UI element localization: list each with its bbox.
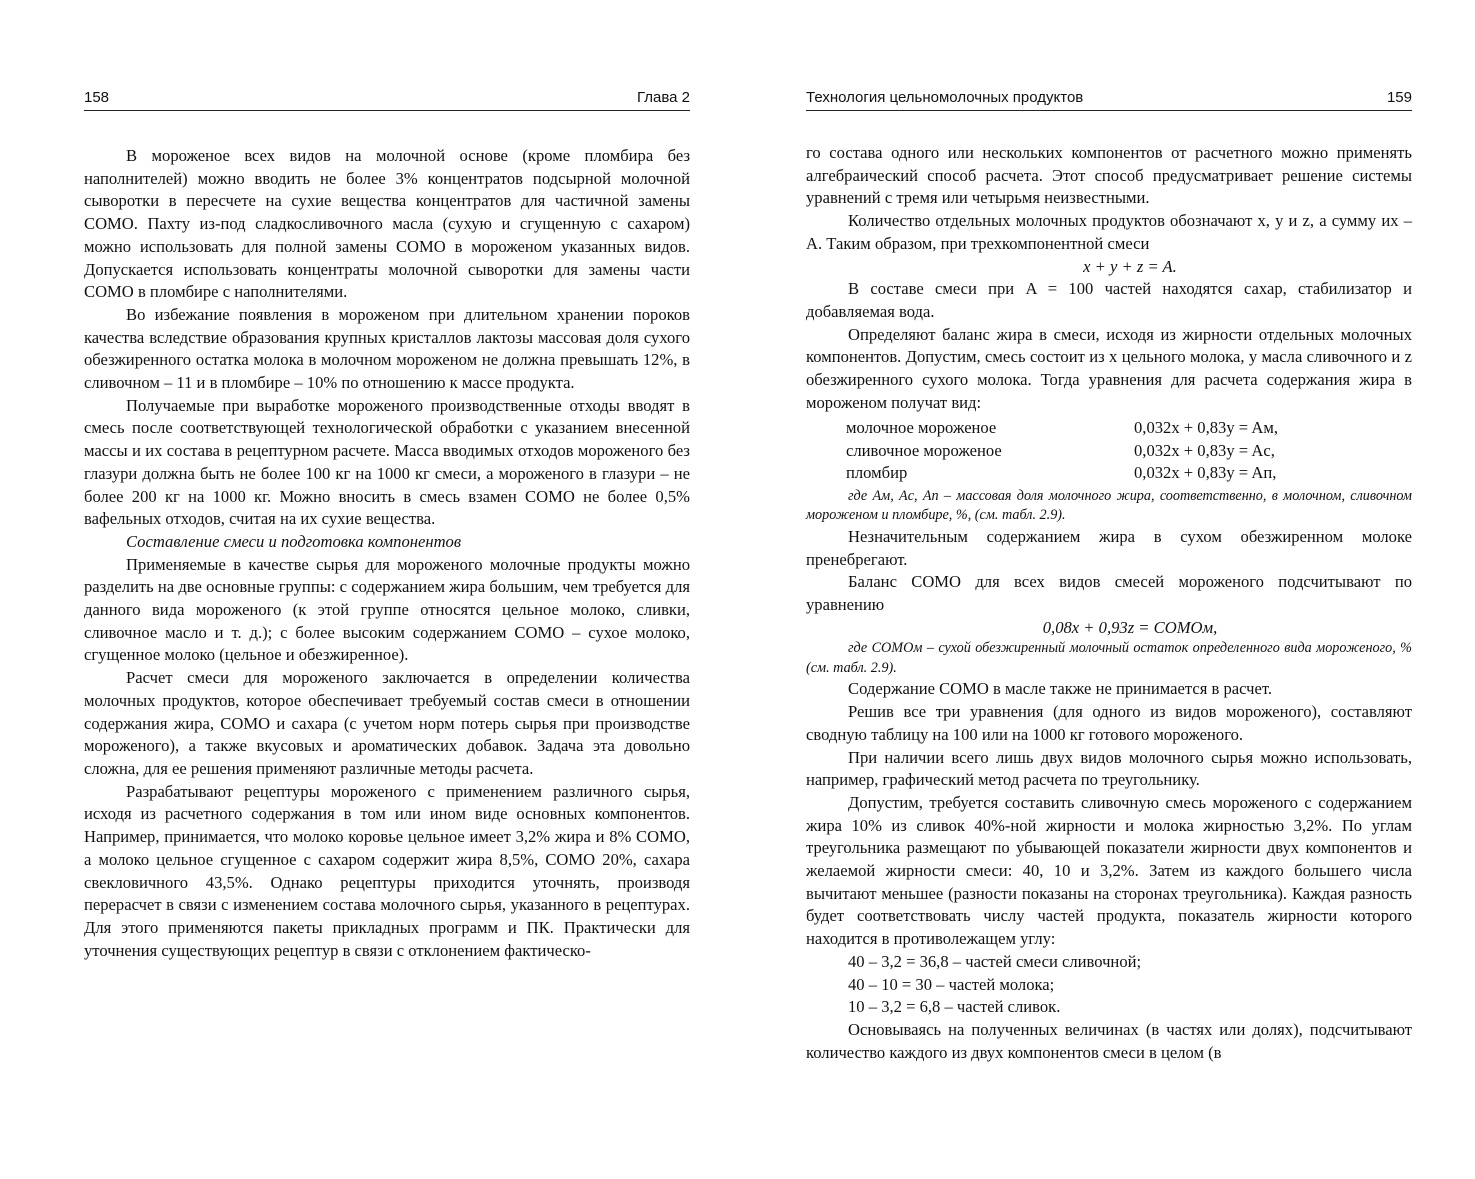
equation-label: молочное мороженое xyxy=(846,418,997,438)
equation-label: пломбир xyxy=(846,463,908,483)
paragraph: Расчет смеси для мороженого заключается в определении количества молочных продуктов, которое обеспечивает требуемый состав смеси в отношении содержания жира, СОМО и сахара (с учетом норм потерь сырья при производстве мороженого), а также вкусовых и ароматических добавок. Задача эта довольно сложна, для ее решения применяют различные методы расчета. xyxy=(84,668,690,778)
formula-text: x + y + z = A. xyxy=(1083,256,1177,276)
paragraph: Решив все три уравнения (для одного из видов мороженого), составляют сводную таблицу на 100 или на 1000 кг готового мороженого. xyxy=(806,702,1412,744)
right-page xyxy=(806,88,1412,1064)
right-running-head xyxy=(806,88,1412,111)
page-number: 159 xyxy=(1386,89,1412,106)
section-title: Технология цельномолочных продуктов xyxy=(806,89,1084,106)
paragraph: Незначительным содержанием жира в сухом обезжиренном молоке пренебрегают. xyxy=(806,526,1412,569)
paragraph: го состава одного или нескольких компонентов от расчетного можно применять алгебраический способ расчета. Этот способ предусматривает решение системы уравнений с тремя или четырьмя неизвестными. xyxy=(806,143,1412,208)
left-running-head xyxy=(84,88,690,111)
paragraph: Применяемые в качестве сырья для мороженого молочные продукты можно разделить на две основные группы: с содержанием жира большим, чем требуется для данного вида мороженого (к этой группе относятся цельное молоко, сливки, сливочное масло и т. д.); с более высоким содержанием СОМО – сухое молоко, сгущенное молоко (цельное и обезжиренное). xyxy=(84,554,690,665)
equation-row xyxy=(846,462,1278,485)
formula-sum xyxy=(806,256,1412,279)
chapter-title: Глава 2 xyxy=(636,89,690,106)
formula-somo xyxy=(806,617,1412,640)
fat-equations xyxy=(846,417,1278,485)
right-body-text xyxy=(806,142,1412,1064)
equation-note: где Aм, Aс, Aп – массовая доля молочного жира, соответственно, в молочном, сливочном мороженом и пломбире, %, (см. табл. 2.9). xyxy=(806,487,1412,524)
paragraph: Количество отдельных молочных продуктов обозначают x, y и z, а сумму их – A. Таким образом, при трехкомпонентной смеси xyxy=(806,211,1412,253)
formula-text: 0,08x + 0,93z = СОМОм, xyxy=(1042,617,1218,637)
paragraph: Баланс СОМО для всех видов смесей мороженого подсчитывают по уравнению xyxy=(806,572,1412,615)
calc-line: 10 – 3,2 = 6,8 – частей сливок. xyxy=(848,997,1061,1017)
paragraph: Получаемые при выработке мороженого производственные отходы вводят в смесь после соответствующей технологической обработки с указанием внесенной массы и их состава в рецептурном расчете. Масса вводимых отходов мороженого без глазури должна быть не более 100 кг на 1000 кг смеси, а мороженого в глазури – не более 200 кг на 1000 кг. Можно вносить в смесь взамен СОМО не более 0,5% вафельных отходов, считая на их сухие вещества. xyxy=(84,395,690,529)
paragraph: Допустим, требуется составить сливочную смесь мороженого с содержанием жира 10% из сливок 40%-ной жирности и молока жирностью 3,2%. По углам треугольника размещают по убывающей показатели жирности двух компонентов и желаемой жирности смеси: 40, 10 и 3,2%. Затем из каждого большего числа вычитают меньшее (разности показаны на сторонах треугольника). Каждая разность будет соответствовать числу частей продукта, показатель жирности которого находится в противолежащем углу: xyxy=(806,792,1412,949)
equation-row xyxy=(846,440,1278,463)
equation-expression: 0,032x + 0,83y = Aп, xyxy=(1134,463,1277,483)
paragraph: Основываясь на полученных величинах (в частях или долях), подсчитывают количество каждого из двух компонентов смеси в целом (в xyxy=(806,1020,1412,1062)
calc-line: 40 – 10 = 30 – частей молока; xyxy=(848,974,1055,994)
paragraph: Разрабатывают рецептуры мороженого с применением различного сырья, исходя из расчетного содержания в том или ином виде основных компонентов. Например, принимается, что молоко коровье цельное имеет 3,2% жира и 8% СОМО, а молоко цельное сгущенное с сахаром содержит жира 8,5%, СОМО 20%, сахара свекловичного 43,5%. Однако рецептуры приходится уточнять, производя перерасчет в связи с изменением состава молочного сырья, указанного в рецептурах. Для этого применяются пакеты прикладных программ и ПК. Практически для уточнения существующих рецептур в связи с отклонением фактическо- xyxy=(84,781,690,960)
page-number: 158 xyxy=(84,89,110,106)
calc-line: 40 – 3,2 = 36,8 – частей смеси сливочной; xyxy=(848,951,1142,971)
paragraph: Во избежание появления в мороженом при длительном хранении пороков качества вследствие образования крупных кристаллов лактозы массовая доля сухого обезжиренного остатка молока в молочном мороженом не должна превышать 12%, в сливочном – 11 и в пломбире – 10% по отношению к массе продукта. xyxy=(84,304,690,393)
paragraph: В мороженое всех видов на молочной основе (кроме пломбира без наполнителей) можно вводить не более 3% концентратов подсырной молочной сыворотки в пересчете на сухие вещества концентратов для частичной замены СОМО. Пахту из-под сладкосливочного масла (сухую и сгущенную с сахаром) можно использовать для полной замены СОМО в мороженом указанных видов. Допускается использовать концентраты молочной сыворотки для замены части СОМО в пломбире с наполнителями. xyxy=(84,146,690,302)
paragraph: При наличии всего лишь двух видов молочного сырья можно использовать, например, графический метод расчета по треугольнику. xyxy=(806,747,1412,790)
equation-expression: 0,032x + 0,83y = Aс, xyxy=(1134,440,1275,460)
left-page xyxy=(84,88,690,962)
left-body-text xyxy=(84,145,690,962)
equation-label: сливочное мороженое xyxy=(846,440,1002,460)
paragraph: В составе смеси при A = 100 частей находятся сахар, стабилизатор и добавляемая вода. xyxy=(806,279,1412,321)
formula-note: где СОМОм – сухой обезжиренный молочный остаток определенного вида мороженого, % (см. табл. 2.9). xyxy=(806,640,1412,676)
equation-expression: 0,032x + 0,83y = Aм, xyxy=(1134,418,1278,438)
equation-row xyxy=(846,417,1278,440)
paragraph: Определяют баланс жира в смеси, исходя из жирности отдельных молочных компонентов. Допустим, смесь состоит из x цельного молока, y масла сливочного и z обезжиренного сухого молока. Тогда уравнения для расчета содержания жира в мороженом получат вид: xyxy=(806,324,1412,412)
paragraph: Содержание СОМО в масле также не принимается в расчет. xyxy=(848,679,1273,699)
section-subheading: Составление смеси и подготовка компонентов xyxy=(126,531,462,551)
